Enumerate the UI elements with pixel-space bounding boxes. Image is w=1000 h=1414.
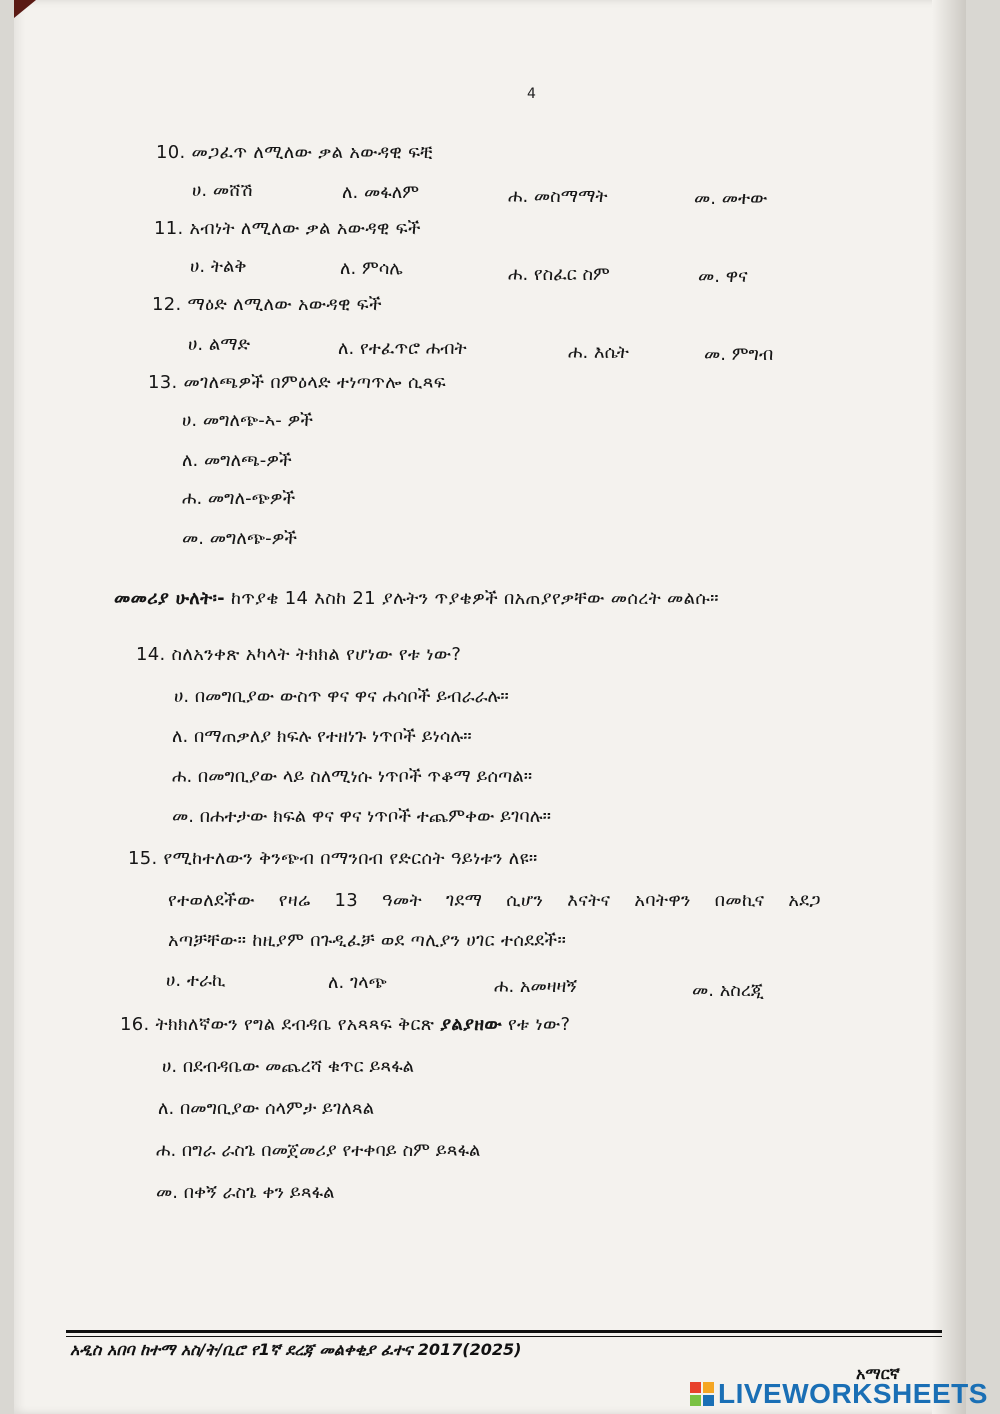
question-15-option-d[interactable]: መ. አስረጂ	[692, 980, 764, 1001]
question-11-option-c[interactable]: ሐ. የስፈር ስም	[508, 264, 610, 285]
footer-rule-thick	[66, 1330, 942, 1333]
liveworksheets-logo[interactable]	[690, 1378, 988, 1410]
instruction-text: ከጥያቄ 14 እስከ 21 ያሉትን ጥያቄዎች በአጠያየቃቸው መሰረት መልሱ።	[230, 588, 719, 609]
question-14-option-d[interactable]: መ. በሐተታው ክፍል ዋና ዋና ነጥቦች ተጨምቀው ይገባሉ።	[172, 806, 551, 827]
question-11-option-b[interactable]: ለ. ምሳሌ	[340, 258, 403, 279]
instruction-two	[114, 588, 719, 609]
question-13-stem: 13. መገለጫዎች በምዕላድ ተነጣጥሎ ሲጻፍ	[148, 372, 446, 393]
question-16-stem-end: የቱ ነው?	[501, 1014, 571, 1035]
question-16-stem	[120, 1014, 570, 1035]
question-11-option-d[interactable]: መ. ዋና	[698, 266, 748, 287]
question-13-option-c[interactable]: ሐ. መግለ-ጭዎች	[182, 488, 296, 509]
question-15-option-c[interactable]: ሐ. አመዛዛኝ	[494, 976, 578, 997]
question-16-option-d[interactable]: መ. በቀኝ ራስጌ ቀን ይጻፋል	[156, 1182, 335, 1203]
question-16-stem-start: 16. ትክክለኛውን የግል ደብዳቤ የአጻጻፍ ቅርጽ	[120, 1014, 441, 1035]
liveworksheets-logo-icon	[690, 1382, 714, 1406]
question-12-option-a[interactable]: ሀ. ልማድ	[188, 334, 251, 355]
page-corner	[14, 0, 36, 18]
question-14-option-a[interactable]: ሀ. በመግቢያው ውስጥ ዋና ዋና ሐሳቦች ይብራራሉ።	[174, 686, 509, 707]
question-12-stem: 12. ማዕድ ለሚለው አውዳዊ ፍች	[152, 294, 382, 315]
question-16-stem-emphasis: ያልያዘው	[440, 1014, 502, 1035]
question-11-stem: 11. አብነት ለሚለው ቃል አውዳዊ ፍች	[154, 218, 421, 239]
footer-subject: አማርኛ	[856, 1364, 900, 1383]
question-10-stem: 10. መጋፈጥ ለሚለው ቃል አውዳዊ ፍቺ	[156, 142, 433, 163]
question-12-option-b[interactable]: ለ. የተፈጥሮ ሐብት	[338, 338, 467, 359]
question-10-option-b[interactable]: ለ. መፋለም	[342, 182, 420, 203]
question-15-passage-line-2: አጣቻቸው። ከዚያም በጉዲፈቻ ወደ ጣሊያን ሀገር ተሰደደች።	[168, 930, 567, 951]
footer-exam-title: አዲስ አበባ ከተማ አስ/ት/ቢሮ የ1ኛ ደረጃ መልቀቂያ ፈተና 2017(2025)	[70, 1340, 522, 1359]
page-number: 4	[527, 86, 536, 102]
page-edge-shadow	[932, 0, 966, 1414]
question-14-option-c[interactable]: ሐ. በመግቢያው ላይ ስለሚነሱ ነጥቦች ጥቆማ ይሰጣል።	[172, 766, 533, 787]
question-13-option-b[interactable]: ለ. መግለጫ-ዎች	[182, 450, 292, 471]
question-14-stem: 14. ስለአንቀጽ አካላት ትክክል የሆነው የቱ ነው?	[136, 644, 462, 665]
question-15-stem: 15. የሚከተለውን ቅንጭብ በማንበብ የድርሰት ዓይነቱን ለዩ።	[128, 848, 538, 869]
question-10-option-d[interactable]: መ. መተው	[694, 188, 768, 209]
liveworksheets-logo-text: LIVEWORKSHEETS	[718, 1378, 988, 1409]
question-13-option-d[interactable]: መ. መግለጭ-ዎች	[182, 528, 298, 549]
question-13-option-a[interactable]: ሀ. መግለጭ-ኣ- ዎች	[182, 410, 313, 431]
question-16-option-c[interactable]: ሐ. በግራ ራስጌ በመጀመሪያ የተቀባይ ስም ይጻፋል	[156, 1140, 481, 1161]
question-10-option-a[interactable]: ሀ. መሸሽ	[192, 180, 253, 201]
question-14-option-b[interactable]: ለ. በማጠቃለያ ክፍሉ የተዘነጉ ነጥቦች ይነሳሉ።	[172, 726, 472, 747]
question-15-option-a[interactable]: ሀ. ተራኪ	[166, 970, 226, 991]
question-15-passage-line-1: የተወለደችው የዛሬ 13 ዓመት ገደማ ሲሆን እናትና አባትዋን በመኪና አደጋ	[168, 890, 821, 911]
instruction-label: መመሪያ ሁለት፡-	[114, 588, 225, 609]
question-16-option-b[interactable]: ለ. በመግቢያው ሰላምታ ይገለጻል	[158, 1098, 375, 1119]
question-16-option-a[interactable]: ሀ. በደብዳቤው መጨረሻ ቁጥር ይጻፋል	[162, 1056, 415, 1077]
question-12-option-c[interactable]: ሐ. እሴት	[568, 342, 629, 363]
question-15-option-b[interactable]: ለ. ገላጭ	[328, 972, 387, 993]
question-12-option-d[interactable]: መ. ምግብ	[704, 344, 774, 365]
question-10-option-c[interactable]: ሐ. መስማማት	[508, 186, 608, 207]
footer-rule-thin	[66, 1336, 942, 1337]
question-11-option-a[interactable]: ሀ. ትልቅ	[190, 256, 247, 277]
